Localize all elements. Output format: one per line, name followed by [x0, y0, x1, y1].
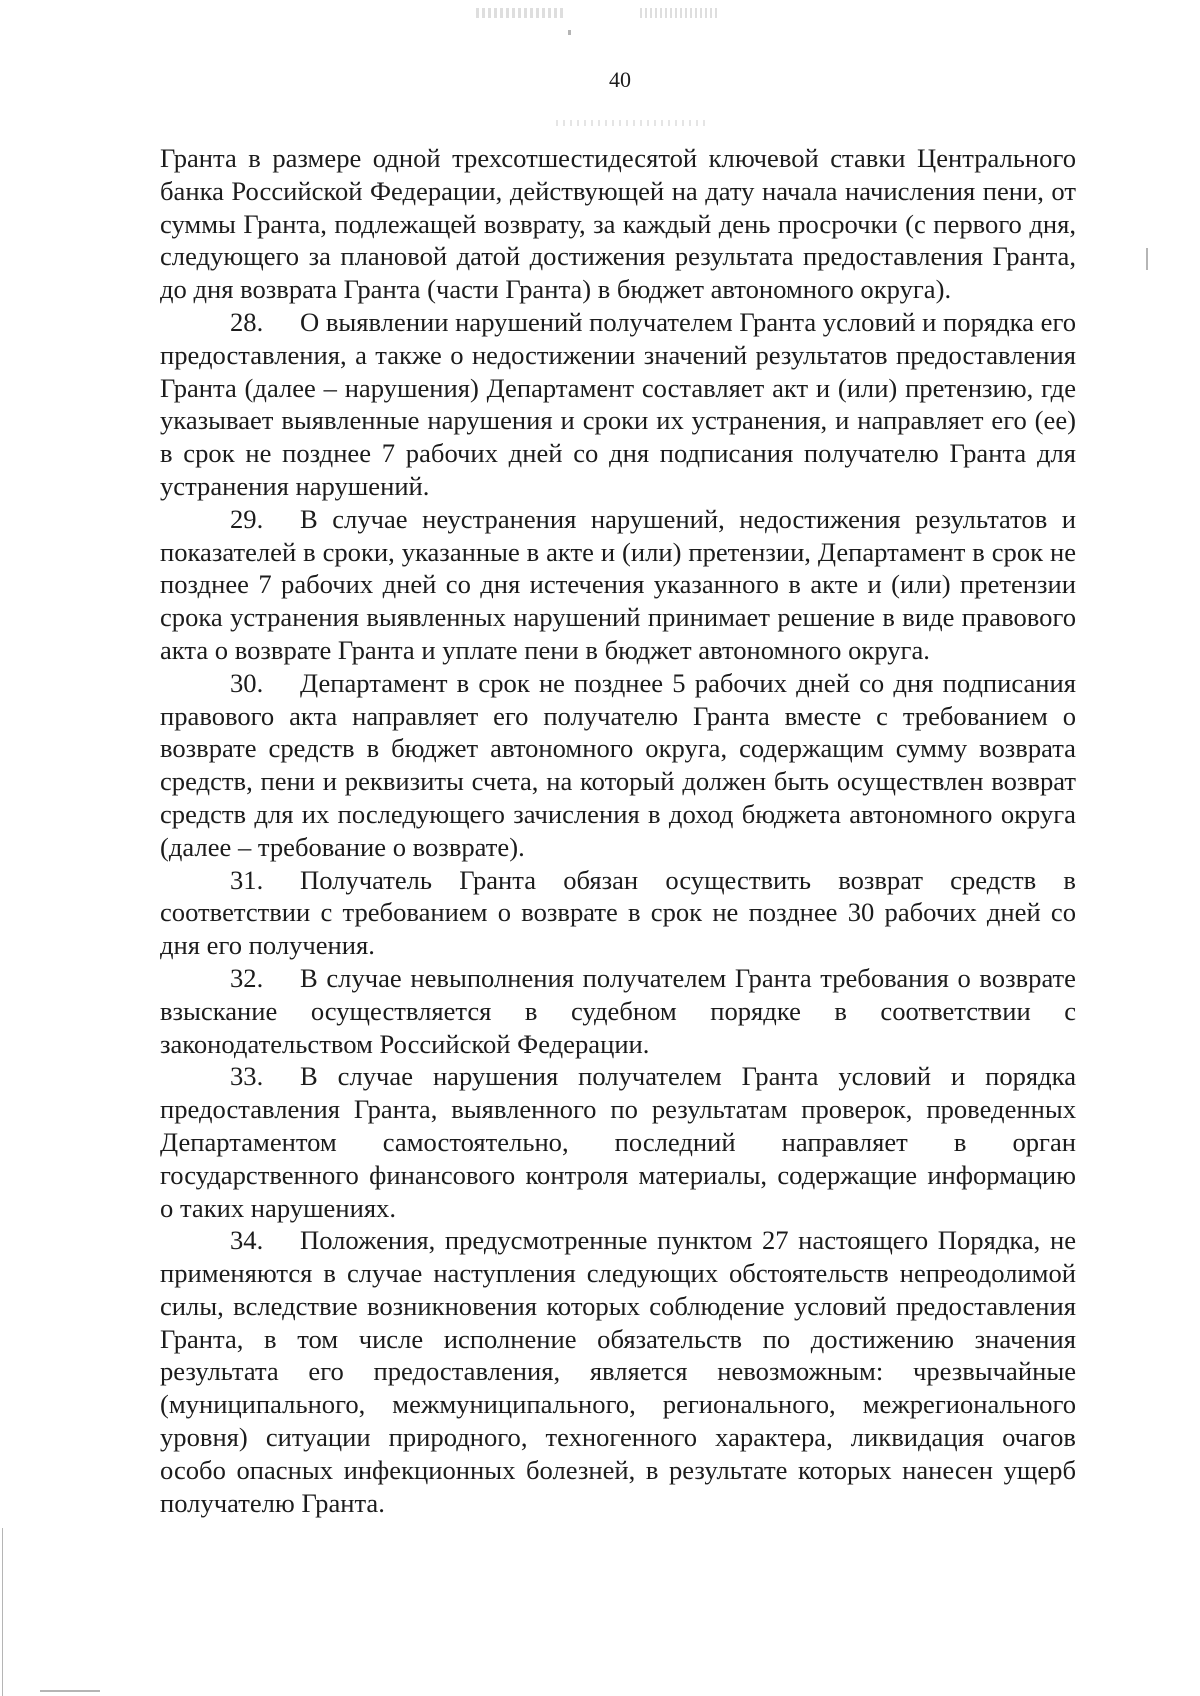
- paragraph-number: 28.: [230, 306, 264, 337]
- paragraph-29: [160, 503, 1076, 667]
- paragraph-number: 30.: [230, 667, 264, 698]
- scan-artifact-bottom: [40, 1690, 100, 1692]
- paragraph-34: [160, 1224, 1076, 1519]
- scan-artifact-top-right: [640, 8, 720, 18]
- paragraph-33: [160, 1060, 1076, 1224]
- page-number: 40: [609, 67, 631, 92]
- paragraph-28: [160, 306, 1076, 503]
- paragraph-32: [160, 962, 1076, 1060]
- paragraph-30: [160, 667, 1076, 864]
- paragraph-text: В случае невыполнения получателем Гранта требования о возврате взыскание осуществляется в судебном порядке в соответствии с законодательством Российской Федерации.: [160, 962, 1076, 1059]
- scan-artifact-under-number: [556, 120, 706, 126]
- paragraph-text: В случае неустранения нарушений, недостижения результатов и показателей в сроки, указанные в акте и (или) претензии, Департамент в срок не позднее 7 рабочих дней со дня истечения указанного в акте и (или) претензии срока устранения выявленных нарушений принимает решение в виде правового акта о возврате Гранта и уплате пени в бюджет автономного округа.: [160, 503, 1076, 665]
- scan-artifact-left-edge: [2, 1528, 3, 1696]
- paragraph-text: Получатель Гранта обязан осуществить возврат средств в соответствии с требованием о возврате в срок не позднее 30 рабочих дней со дня его получения.: [160, 864, 1076, 961]
- paragraph-text: В случае нарушения получателем Гранта условий и порядка предоставления Гранта, выявленного по результатам проверок, проведенных Департаментом самостоятельно, последний направляет в орган государственного финансового контроля материалы, содержащие информацию о таких нарушениях.: [160, 1061, 1076, 1223]
- continuation-paragraph: Гранта в размере одной трехсотшестидесятой ключевой ставки Центрального банка Российской Федерации, действующей на дату начала начисления пени, от суммы Гранта, подлежащей возврату, за каждый день просрочки (с первого дня, следующего за плановой датой достижения результата предоставления Гранта, до дня возврата Гранта (части Гранта) в бюджет автономного округа).: [160, 143, 1076, 305]
- paragraph-number: 34.: [230, 1225, 264, 1256]
- paragraph-31: [160, 864, 1076, 962]
- document-body: [160, 142, 1076, 1519]
- scan-artifact-right-edge: [1146, 248, 1148, 270]
- paragraph-text: О выявлении нарушений получателем Гранта условий и порядка его предоставления, а также о недостижении значений результатов предоставления Гранта (далее – нарушения) Департамент составляет акт и (или) претензию, где указывает выявленные нарушения и сроки их устранения, и направляет его (ее) в срок не позднее 7 рабочих дней со дня подписания получателю Гранта для устранения нарушений.: [160, 306, 1076, 501]
- paragraph-number: 29.: [230, 503, 264, 534]
- paragraph-number: 31.: [230, 864, 264, 895]
- numbered-paragraphs: [160, 306, 1076, 1519]
- paragraph-number: 32.: [230, 962, 264, 993]
- paragraph-text: Департамент в срок не позднее 5 рабочих дней со дня подписания правового акта направляет его получателю Гранта вместе с требованием о возврате средств в бюджет автономного округа, содержащим сумму возврата средств, пени и реквизиты счета, на который должен быть осуществлен возврат средств для их последующего зачисления в доход бюджета автономного округа (далее – требование о возврате).: [160, 667, 1076, 862]
- paragraph-text: Положения, предусмотренные пунктом 27 настоящего Порядка, не применяются в случае наступления следующих обстоятельств непреодолимой силы, вследствие возникновения которых соблюдение условий предоставления Гранта, в том числе исполнение обязательств по достижению значения результата его предоставления, является невозможным: чрезвычайные (муниципального, межмуниципального, регионального, межрегионального уровня) ситуации природного, техногенного характера, ликвидация очагов особо опасных инфекционных болезней, в результате которых нанесен ущерб получателю Гранта.: [160, 1225, 1076, 1518]
- paragraph-number: 33.: [230, 1061, 264, 1092]
- scan-artifact-dot: [568, 30, 571, 35]
- scan-artifact-top-left: [476, 8, 566, 18]
